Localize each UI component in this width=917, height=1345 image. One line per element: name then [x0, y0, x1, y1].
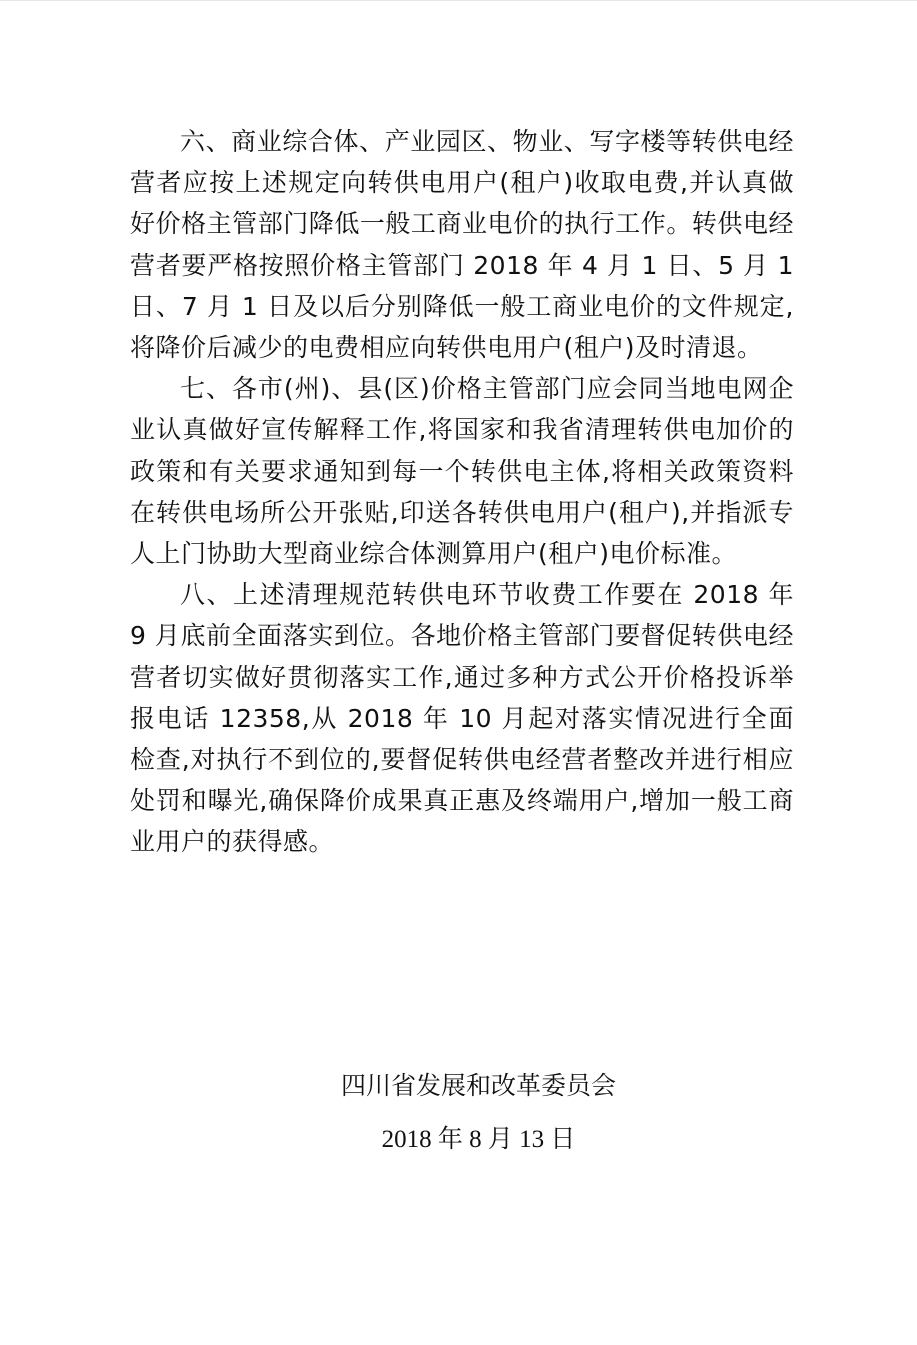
paragraph-eight: 八、上述清理规范转供电环节收费工作要在 2018 年 9 月底前全面落实到位。各地价格主管部门要督促转供电经营者切实做好贯彻落实工作,通过多种方式公开价格投诉举报电话 12358,从 2018 年 10 月起对落实情况进行全面检查,对执行不到位的,要督促转供电经营者整改并进行相应处罚和曝光,确保降价成果真正惠及终端用户,增加一般工商业用户的获得感。 [130, 580, 794, 857]
paragraph-seven: 七、各市(州)、县(区)价格主管部门应会同当地电网企业认真做好宣传解释工作,将国家和我省清理转供电加价的政策和有关要求通知到每一个转供电主体,将相关政策资料在转供电场所公开张贴,印送各转供电用户(租户),并指派专人上门协助大型商业综合体测算用户(租户)电价标准。 [130, 374, 794, 569]
paragraph-six: 六、商业综合体、产业园区、物业、写字楼等转供电经营者应按上述规定向转供电用户(租户)收取电费,并认真做好价格主管部门降低一般工商业电价的执行工作。转供电经营者要严格按照价格主管部门 2018 年 4 月 1 日、5 月 1 日、7 月 1 日及以后分别降低一般工商业电价的文件规定,将降价后减少的电费相应向转供电用户(租户)及时清退。 [130, 127, 794, 363]
document-body [130, 121, 794, 863]
page-top-rule [0, 0, 917, 1]
issuing-organization: 四川省发展和改革委员会 [340, 1071, 616, 1100]
issue-date: 2018 年 8 月 13 日 [381, 1126, 576, 1153]
